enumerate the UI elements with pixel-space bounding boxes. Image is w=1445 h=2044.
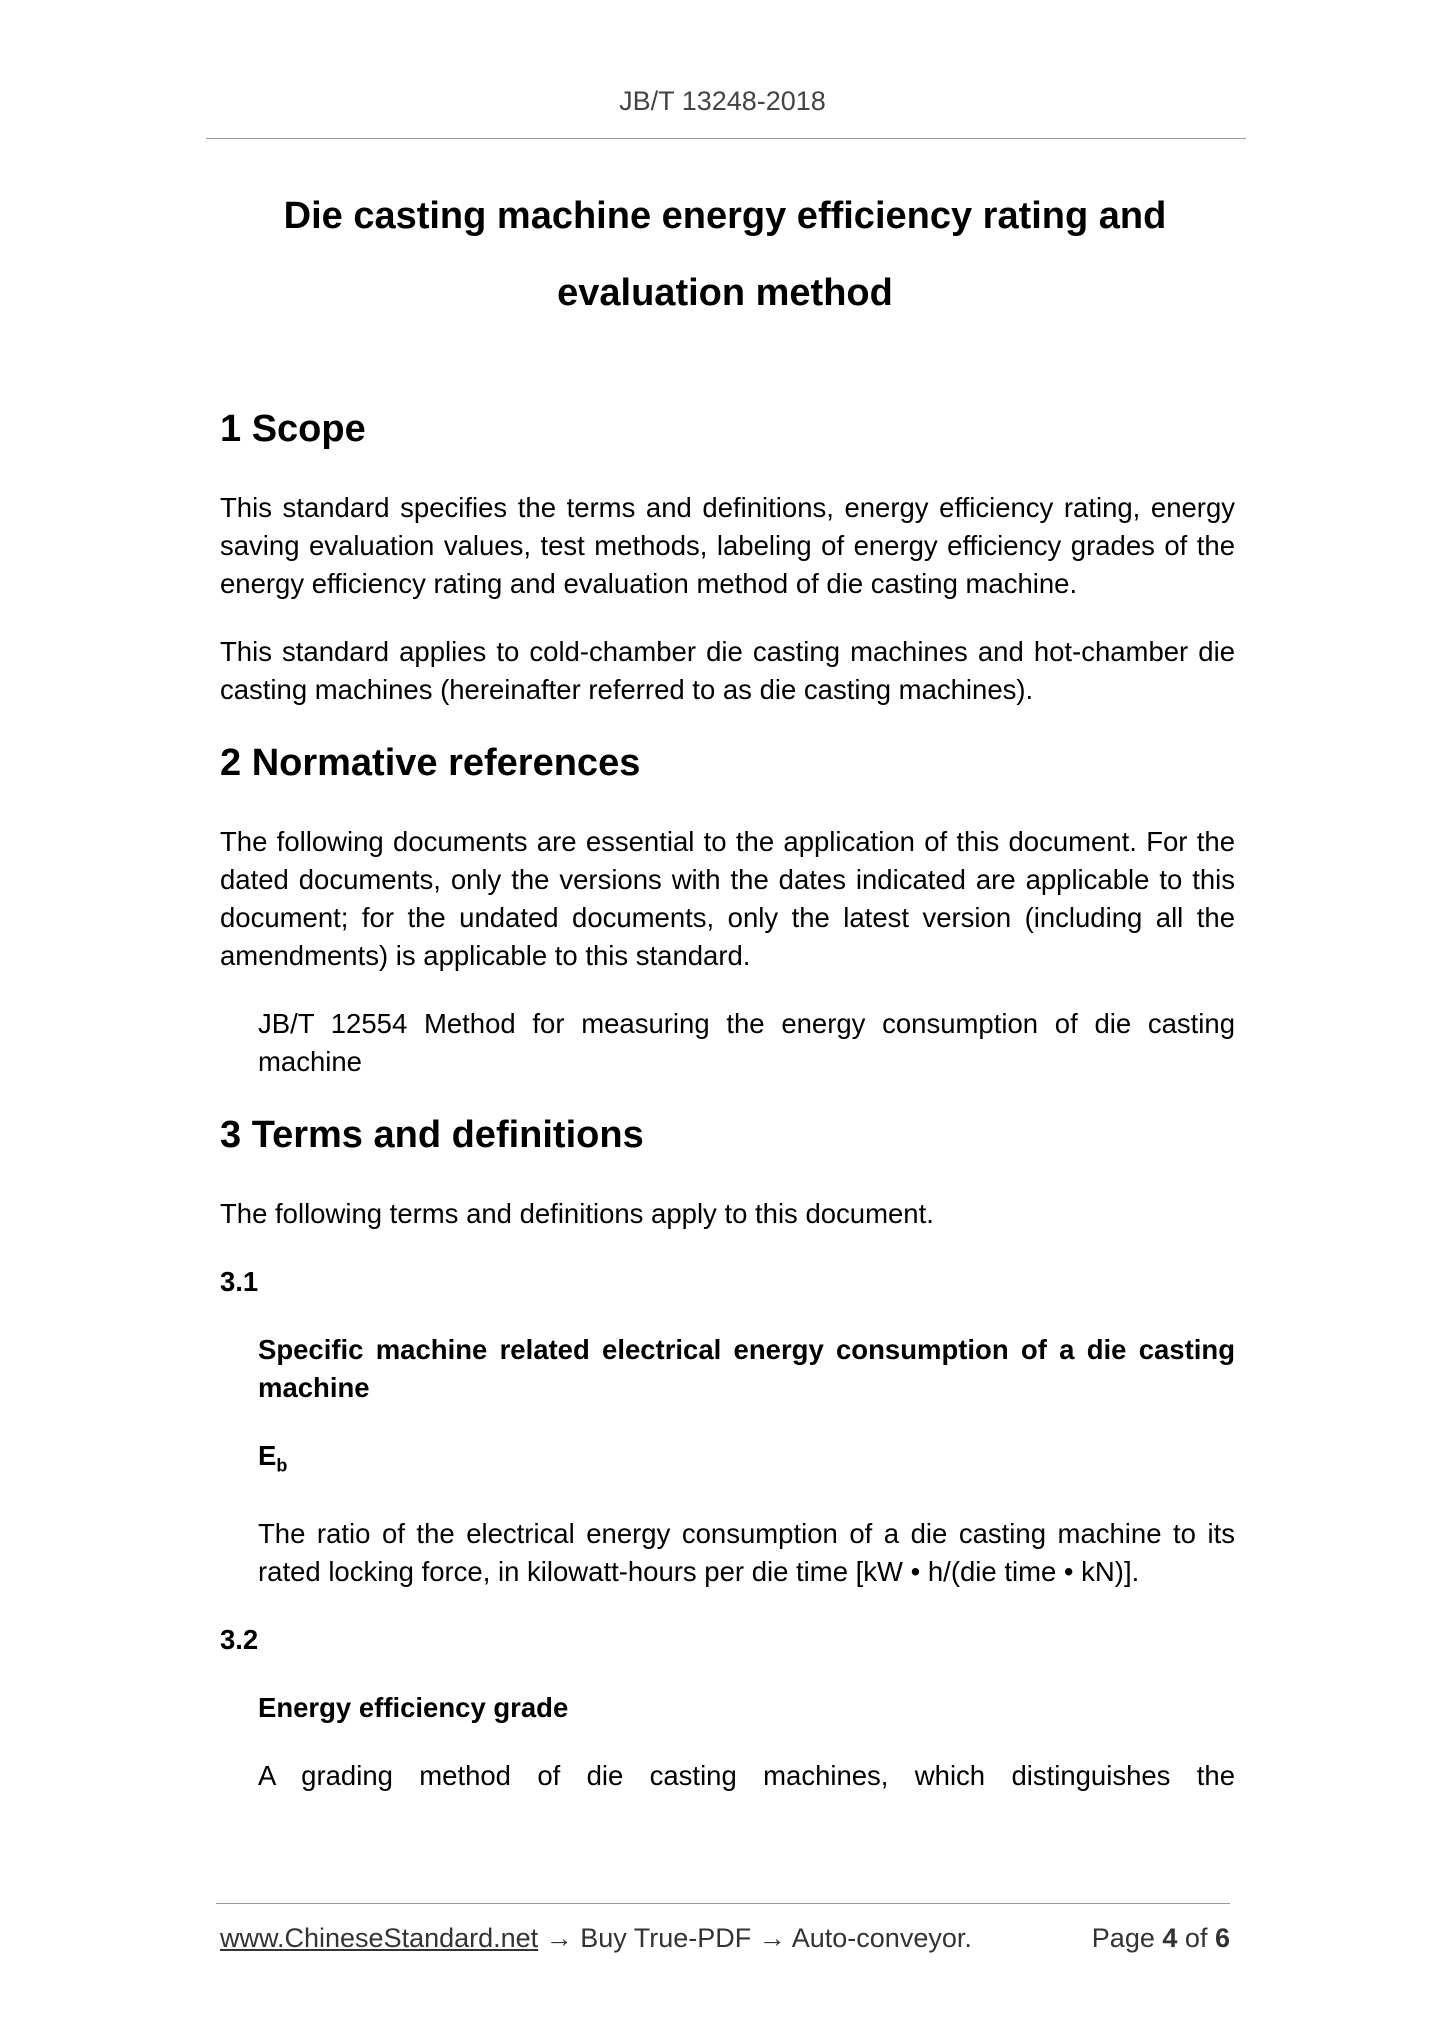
page-footer [220,1923,1230,1954]
footer-website-link[interactable]: www.ChineseStandard.net [220,1923,539,1953]
paragraph-scope-1: This standard specifies the terms and definitions, energy efficiency rating, energy saving evaluation values, test methods, labeling of energy efficiency grades of the energy efficiency rating and evaluation method of die casting machine. [220,492,1235,599]
page-word: Page [1091,1923,1155,1953]
term-symbol-main: E [258,1440,277,1471]
term-definition-3-2: A grading method of die casting machines, which distinguishes the [258,1759,1235,1791]
normative-reference-item: JB/T 12554 Method for measuring the energy consumption of die casting machine [258,1008,1235,1077]
document-body [220,405,1235,1825]
clause-number-3-2: 3.2 [220,1623,259,1655]
term-symbol-3-1 [258,1437,1235,1485]
section-heading-normative-references: 2 Normative references [220,742,641,784]
section-heading-terms-definitions: 3 Terms and definitions [220,1114,644,1156]
of-word: of [1184,1923,1208,1953]
paragraph-terms-intro: The following terms and definitions apply to this document. [220,1198,934,1229]
document-title-line-2: evaluation method [557,272,893,314]
page-total: 6 [1214,1923,1230,1953]
header-divider [206,138,1246,139]
section-heading-scope: 1 Scope [220,408,366,450]
term-definition-3-1: The ratio of the electrical energy consumption of a die casting machine to its rated locking force, in kilowatt-hours per die time [kW • h/(die time • kN)]. [258,1517,1235,1587]
paragraph-normative-1: The following documents are essential to the application of this document. For the dated documents, only the versions with the dates indicated are applicable to this document; for the undated documents, only the latest version (including all the amendments) is applicable to this standard. [220,826,1235,971]
footer-trail-text: → Buy True-PDF → Auto-conveyor. [538,1923,972,1953]
page-current: 4 [1162,1923,1178,1953]
clause-number-3-1: 3.1 [220,1266,259,1297]
term-name-3-2: Energy efficiency grade [258,1691,569,1723]
paragraph-scope-2: This standard applies to cold-chamber die casting machines and hot-chamber die casting machines (hereinafter referred to as die casting machines). [220,636,1235,705]
footer-divider [216,1903,1230,1904]
header-standard-code: JB/T 13248-2018 [619,86,826,116]
document-title-line-1: Die casting machine energy efficiency rating and [283,195,1167,237]
term-symbol-subscript: b [276,1455,288,1476]
document-title [220,178,1230,332]
term-name-3-1: Specific machine related electrical energy consumption of a die casting machine [258,1334,1235,1403]
page-indicator [1092,1923,1230,1954]
